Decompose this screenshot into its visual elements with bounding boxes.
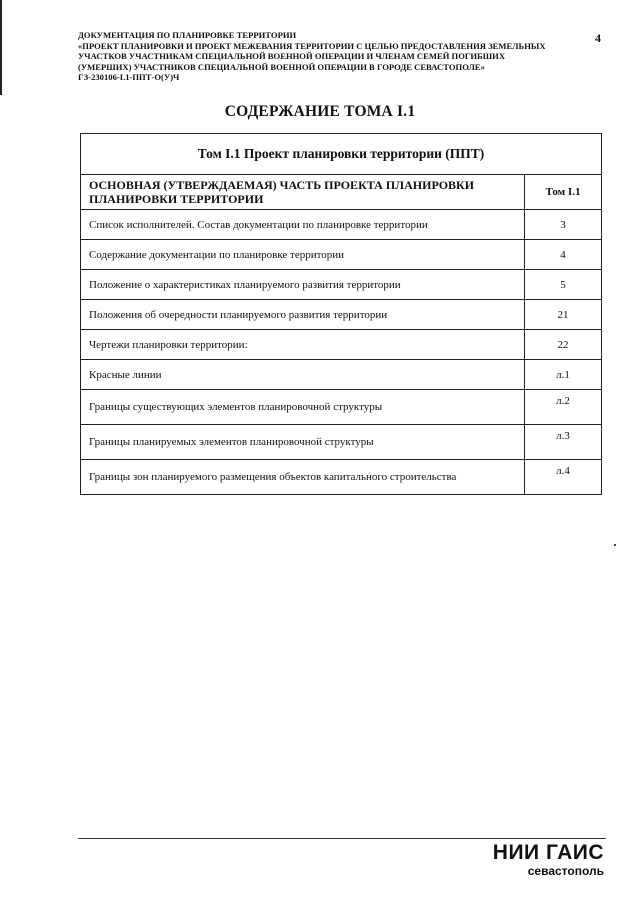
logo-main-text: НИИ ГАИС — [492, 841, 604, 864]
row-page: л.3 — [525, 425, 602, 460]
row-label: Границы существующих элементов планировочной структуры — [81, 390, 525, 425]
table-row — [81, 425, 602, 460]
table-row — [81, 360, 602, 390]
volume-title: Том I.1 Проект планировки территории (ППТ) — [81, 134, 602, 175]
table-row — [81, 390, 602, 425]
footer-divider — [78, 838, 606, 839]
row-label: Красные линии — [81, 360, 525, 390]
header-line-4: (УМЕРШИХ) УЧАСТНИКОВ СПЕЦИАЛЬНОЙ ВОЕННОЙ ОПЕРАЦИИ В ГОРОДЕ СЕВАСТОПОЛЕ» — [78, 61, 485, 72]
table-row — [81, 270, 602, 300]
table-row — [81, 330, 602, 360]
row-page: л.1 — [525, 360, 602, 390]
column-header: Том I.1 — [525, 175, 602, 210]
logo-sub-text: севастополь — [527, 864, 604, 878]
row-page: 22 — [525, 330, 602, 360]
volume-row — [81, 134, 602, 175]
section-header-row — [81, 175, 602, 210]
row-label: Чертежи планировки территории: — [81, 330, 525, 360]
scan-speck — [614, 544, 616, 546]
row-page: 3 — [525, 210, 602, 240]
row-page: л.2 — [525, 390, 602, 425]
table-row — [81, 240, 602, 270]
row-page: 5 — [525, 270, 602, 300]
row-page: л.4 — [525, 460, 602, 495]
table-row — [81, 210, 602, 240]
row-label: Границы планируемых элементов планировочной структуры — [81, 425, 525, 460]
header-line-2: «ПРОЕКТ ПЛАНИРОВКИ И ПРОЕКТ МЕЖЕВАНИЯ ТЕРРИТОРИИ С ЦЕЛЬЮ ПРЕДОСТАВЛЕНИЯ ЗЕМЕЛЬНЫХ — [78, 40, 546, 51]
table-row — [81, 460, 602, 495]
row-label: Положение о характеристиках планируемого развития территории — [81, 270, 525, 300]
company-logo — [493, 842, 604, 878]
page-title: СОДЕРЖАНИЕ ТОМА I.1 — [224, 103, 416, 120]
row-label: Содержание документации по планировке территории — [81, 240, 525, 270]
row-label: Границы зон планируемого размещения объектов капитального строительства — [81, 460, 525, 495]
header-line-3: УЧАСТКОВ УЧАСТНИКАМ СПЕЦИАЛЬНОЙ ВОЕННОЙ ОПЕРАЦИИ И ЧЛЕНАМ СЕМЕЙ ПОГИБШИХ — [78, 51, 506, 61]
header-line-1: ДОКУМЕНТАЦИЯ ПО ПЛАНИРОВКЕ ТЕРРИТОРИИ — [78, 30, 297, 40]
row-label: Положения об очередности планируемого развития территории — [81, 300, 525, 330]
header-doc-code: ГЗ-230106-I.1-ППТ-О(У)Ч — [78, 72, 180, 82]
scan-edge-mark — [0, 0, 2, 95]
row-page: 21 — [525, 300, 602, 330]
contents-table — [80, 133, 602, 495]
page-number: 4 — [595, 31, 601, 45]
document-header — [78, 30, 578, 83]
row-label: Список исполнителей. Состав документации по планировке территории — [81, 210, 525, 240]
row-page: 4 — [525, 240, 602, 270]
table-row — [81, 300, 602, 330]
section-title: ОСНОВНАЯ (УТВЕРЖДАЕМАЯ) ЧАСТЬ ПРОЕКТА ПЛАНИРОВКИ ПЛАНИРОВКИ ТЕРРИТОРИИ — [81, 175, 525, 210]
